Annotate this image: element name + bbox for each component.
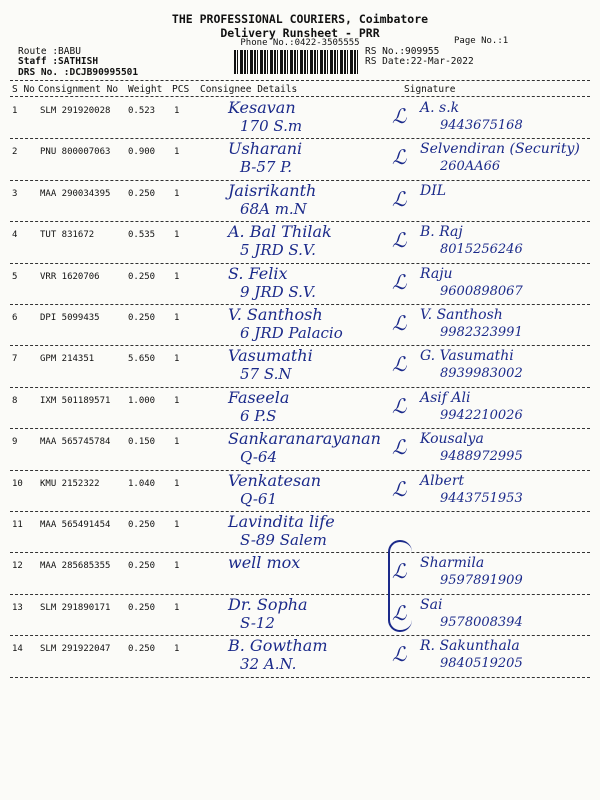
row-consignment: DPI 5099435 bbox=[40, 313, 100, 323]
row-pcs: 1 bbox=[174, 271, 180, 282]
col-sno: S No bbox=[12, 84, 35, 95]
row-consignee-name: B. Gowtham bbox=[228, 636, 328, 656]
row-sno: 5 bbox=[12, 271, 18, 282]
col-consignment: Consignment No bbox=[38, 84, 119, 95]
row-consignee-name: Dr. Sopha bbox=[228, 594, 308, 614]
drs-number: DRS No. :DCJB90995501 bbox=[18, 67, 139, 78]
row-consignment: MAA 290034395 bbox=[40, 188, 111, 199]
row-consignment: SLM 291922047 bbox=[40, 644, 111, 655]
row-sno: 8 bbox=[12, 395, 18, 406]
signature-mark-icon: ℒ bbox=[392, 435, 407, 460]
signature-mark-icon: ℒ bbox=[392, 600, 407, 625]
company-name: THE PROFESSIONAL COURIERS, Coimbatore bbox=[171, 12, 429, 26]
row-pcs: 1 bbox=[174, 602, 180, 613]
row-signature-phone: 9840519205 bbox=[440, 656, 523, 672]
row-weight: 0.535 bbox=[128, 230, 156, 241]
row-pcs: 1 bbox=[174, 106, 180, 116]
row-pcs: 1 bbox=[174, 230, 180, 241]
row-pcs: 1 bbox=[174, 561, 180, 572]
row-signature: Albert bbox=[420, 472, 465, 489]
handwritten-bracket bbox=[388, 540, 412, 632]
signature-mark-icon: ℒ bbox=[392, 228, 407, 253]
row-pcs: 1 bbox=[174, 437, 180, 448]
row-pcs: 1 bbox=[174, 478, 180, 489]
row-consignee-address: 5 JRD S.V. bbox=[240, 241, 316, 260]
row-weight: 0.250 bbox=[128, 313, 156, 323]
col-pcs: PCS bbox=[172, 84, 190, 95]
phone-number: Phone No.:0422-3505555 bbox=[240, 38, 360, 48]
signature-mark-icon: ℒ bbox=[392, 145, 407, 170]
row-consignment: MAA 285685355 bbox=[40, 561, 111, 572]
signature-mark-icon: ℒ bbox=[392, 104, 407, 128]
row-consignee-name: Kesavan bbox=[228, 98, 296, 117]
row-consignee-name: Jaisrikanth bbox=[228, 180, 317, 200]
row-consignee-address: 9 JRD S.V. bbox=[240, 282, 316, 301]
row-weight: 5.650 bbox=[128, 354, 156, 365]
row-pcs: 1 bbox=[174, 147, 180, 158]
row-signature: Selvendiran (Security) bbox=[420, 141, 580, 158]
row-signature-phone: 260AA66 bbox=[440, 159, 501, 175]
row-consignee-name: A. Bal Thilak bbox=[228, 222, 332, 242]
row-sno: 4 bbox=[12, 230, 18, 241]
row-consignee-address: S-89 Salem bbox=[240, 531, 327, 549]
row-signature: A. s.k bbox=[420, 100, 460, 116]
col-signature: Signature bbox=[404, 84, 456, 95]
staff: Staff :SATHISH bbox=[18, 56, 99, 67]
row-consignee-address: 57 S.N bbox=[240, 365, 292, 384]
row-signature-phone: 9443751953 bbox=[440, 490, 523, 506]
row-pcs: 1 bbox=[174, 520, 180, 530]
signature-mark-icon: ℒ bbox=[392, 311, 407, 335]
row-weight: 0.523 bbox=[128, 106, 156, 116]
signature-mark-icon: ℒ bbox=[392, 186, 407, 211]
row-consignee-name: Usharani bbox=[228, 139, 303, 159]
row-sno: 13 bbox=[12, 602, 23, 613]
row-separator bbox=[10, 263, 590, 264]
row-consignment: SLM 291890171 bbox=[40, 602, 111, 613]
row-consignee-address: Q-61 bbox=[240, 489, 278, 508]
row-sno: 6 bbox=[12, 313, 18, 323]
row-consignee-address: 68A m.N bbox=[240, 199, 307, 218]
row-consignee-address: 6 JRD Palacio bbox=[240, 324, 343, 342]
row-signature: Kousalya bbox=[420, 431, 484, 448]
row-consignee-address: Q-64 bbox=[240, 448, 278, 467]
row-signature-phone: 9488972995 bbox=[440, 449, 523, 465]
row-signature: Raju bbox=[420, 265, 453, 282]
row-consignee-name: Lavindita life bbox=[228, 512, 335, 531]
row-pcs: 1 bbox=[174, 313, 180, 323]
document-title: Delivery Runsheet - PRR bbox=[220, 26, 380, 40]
col-weight: Weight bbox=[128, 84, 163, 95]
row-signature: B. Raj bbox=[420, 224, 463, 241]
row-weight: 0.150 bbox=[128, 437, 156, 448]
row-consignment: IXM 501189571 bbox=[40, 395, 111, 406]
row-weight: 0.250 bbox=[128, 644, 156, 655]
row-consignment: KMU 2152322 bbox=[40, 478, 100, 489]
row-sno: 11 bbox=[12, 520, 23, 530]
header-rule-bottom bbox=[10, 96, 590, 97]
row-weight: 0.250 bbox=[128, 271, 156, 282]
row-sno: 10 bbox=[12, 478, 23, 489]
signature-mark-icon: ℒ bbox=[392, 352, 407, 377]
row-consignee-address: 6 P.S bbox=[240, 406, 277, 425]
row-sno: 2 bbox=[12, 147, 18, 158]
row-consignee-address: S-12 bbox=[240, 613, 275, 632]
row-weight: 1.000 bbox=[128, 395, 156, 406]
row-signature-phone: 8015256246 bbox=[440, 242, 523, 258]
row-sno: 3 bbox=[12, 188, 18, 199]
row-signature-phone: 9982323991 bbox=[440, 325, 523, 340]
row-sno: 9 bbox=[12, 437, 18, 448]
row-consignment: MAA 565745784 bbox=[40, 437, 111, 448]
barcode bbox=[234, 50, 360, 74]
row-consignee-name: well mox bbox=[228, 553, 301, 573]
row-weight: 0.250 bbox=[128, 188, 156, 199]
row-signature-phone: 9942210026 bbox=[440, 407, 523, 423]
row-consignee-address: 32 A.N. bbox=[240, 655, 297, 674]
page-number: Page No.:1 bbox=[454, 36, 509, 46]
row-signature-phone: 9597891909 bbox=[440, 573, 523, 589]
row-consignment: SLM 291920028 bbox=[40, 106, 111, 116]
row-consignment: TUT 831672 bbox=[40, 230, 95, 241]
row-consignee-name: V. Santhosh bbox=[228, 305, 323, 324]
rs-number: RS No.:909955 bbox=[365, 46, 440, 57]
row-sno: 12 bbox=[12, 561, 23, 572]
row-pcs: 1 bbox=[174, 644, 180, 655]
row-weight: 0.250 bbox=[128, 520, 156, 530]
row-signature-phone: 8939983002 bbox=[440, 366, 523, 382]
row-weight: 0.250 bbox=[128, 561, 156, 572]
row-signature: V. Santhosh bbox=[420, 307, 503, 323]
row-sno: 14 bbox=[12, 644, 23, 655]
row-sno: 7 bbox=[12, 354, 18, 365]
row-signature-phone: 9443675168 bbox=[440, 118, 523, 133]
row-signature: Sharmila bbox=[420, 555, 485, 572]
row-weight: 0.250 bbox=[128, 602, 156, 613]
row-consignee-address: B-57 P. bbox=[240, 158, 293, 177]
row-consignment: MAA 565491454 bbox=[40, 520, 111, 530]
row-signature: DIL bbox=[420, 182, 447, 199]
col-consignee: Consignee Details bbox=[200, 84, 298, 95]
row-sno: 1 bbox=[12, 106, 18, 116]
row-separator bbox=[10, 677, 590, 678]
row-consignee-name: S. Felix bbox=[228, 263, 288, 283]
row-pcs: 1 bbox=[174, 395, 180, 406]
row-signature: R. Sakunthala bbox=[420, 638, 520, 655]
row-consignee-name: Faseela bbox=[228, 387, 290, 407]
rs-date: RS Date:22-Mar-2022 bbox=[365, 56, 474, 67]
row-separator bbox=[10, 387, 590, 388]
row-consignee-address: 170 S.m bbox=[240, 117, 303, 135]
row-weight: 1.040 bbox=[128, 478, 156, 489]
signature-mark-icon: ℒ bbox=[392, 269, 407, 294]
row-signature-phone: 9578008394 bbox=[440, 614, 523, 630]
signature-mark-icon: ℒ bbox=[392, 393, 407, 418]
row-signature: Sai bbox=[420, 596, 443, 613]
row-pcs: 1 bbox=[174, 354, 180, 365]
row-pcs: 1 bbox=[174, 188, 180, 199]
row-consignee-name: Vasumathi bbox=[228, 346, 313, 366]
row-consignment: PNU 800007063 bbox=[40, 147, 111, 158]
row-signature: Asif Ali bbox=[420, 389, 471, 406]
row-signature: G. Vasumathi bbox=[420, 348, 514, 365]
signature-mark-icon: ℒ bbox=[392, 476, 407, 501]
row-weight: 0.900 bbox=[128, 147, 156, 158]
row-consignment: VRR 1620706 bbox=[40, 271, 100, 282]
row-consignee-name: Sankaranarayanan bbox=[228, 429, 381, 449]
row-consignee-name: Venkatesan bbox=[228, 470, 322, 490]
row-signature-phone: 9600898067 bbox=[440, 283, 523, 299]
route: Route :BABU bbox=[18, 46, 81, 57]
signature-mark-icon: ℒ bbox=[392, 559, 407, 584]
row-consignment: GPM 214351 bbox=[40, 354, 95, 365]
header-rule-top bbox=[10, 80, 590, 81]
signature-mark-icon: ℒ bbox=[392, 642, 407, 667]
